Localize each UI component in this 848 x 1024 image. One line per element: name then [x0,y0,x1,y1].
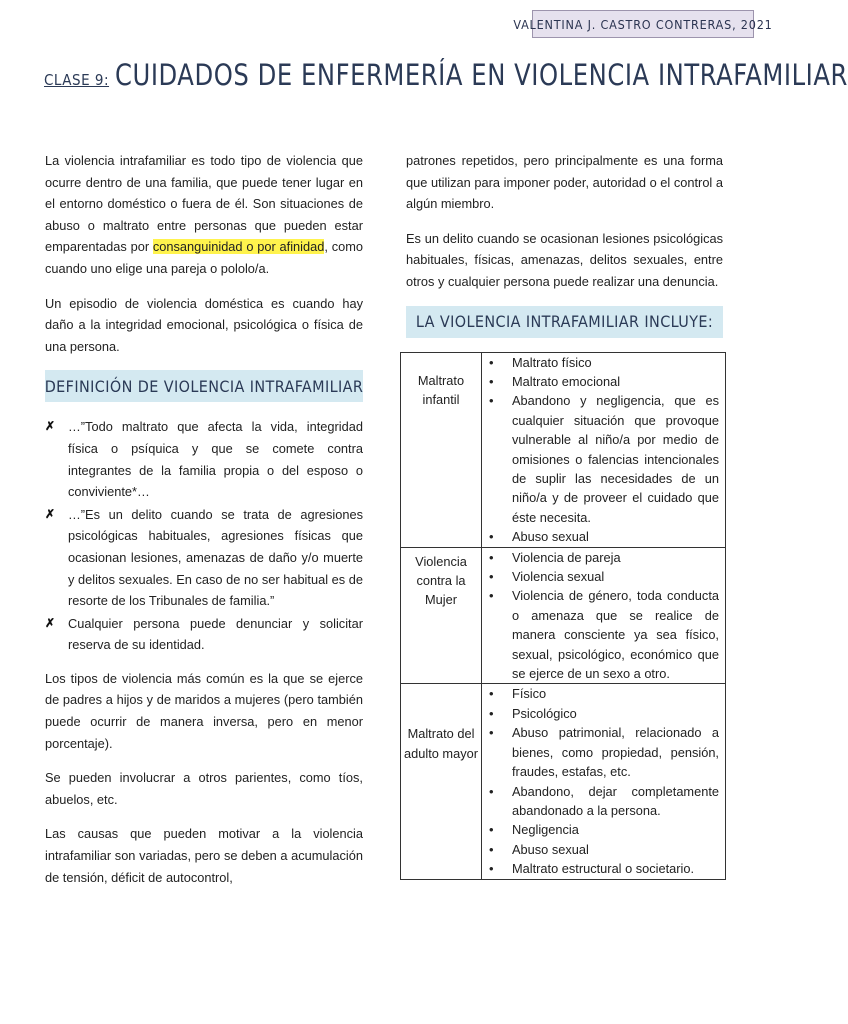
list-item: • Violencia sexual [486,567,719,586]
violence-types-table [400,352,726,880]
right-column [406,150,723,880]
items-cell [482,684,726,879]
definition-item [45,416,363,502]
crime-paragraph: Es un delito cuando se ocasionan lesiones psicológicas habituales, físicas, amenazas, delitos sexuales, entre otros y cualquier persona puede realizar una denuncia. [406,230,723,289]
causes-continued-paragraph: patrones repetidos, pero principalmente es una forma que utilizan para imponer poder, autoridad o el control a algún miembro. [406,153,723,212]
intro-paragraph [45,150,363,280]
list-item: • Abandono, dejar completamente abandonado a la persona. [486,782,719,821]
list-item: • Abuso patrimonial, relacionado a bienes, como propiedad, pensión, fraudes, estafas, etc. [486,723,719,781]
table-row [401,547,726,684]
page-title: CUIDADOS DE ENFERMERÍA EN VIOLENCIA INTRAFAMILIAR [115,58,848,92]
title-row [44,58,848,106]
table-row [401,352,726,547]
table-row [401,684,726,879]
list-item: • Negligencia [486,820,719,839]
list-item: • Maltrato físico [486,353,719,372]
list-item: • Maltrato emocional [486,372,719,391]
category-cell: Maltrato infantil [401,352,482,547]
intro-text-after: , como cuando uno elige una pareja o pololo/a. [45,239,363,276]
category-cell: Maltrato del adulto mayor [401,684,482,879]
list-item: • Maltrato estructural o societario. [486,859,719,878]
left-column [45,150,363,901]
definition-text: …”Es un delito cuando se trata de agresiones psicológicas habituales, agresiones físicas que ocasionan lesiones, amenazas de daño y/o muerte y delitos sexuales. En caso de no ser habitual es de resorte de los Tribunales de familia.” [68,506,363,609]
class-label: CLASE 9: [44,71,110,89]
list-item: • Violencia de pareja [486,548,719,567]
list-item: • Psicológico [486,704,719,723]
includes-heading: LA VIOLENCIA INTRAFAMILIAR INCLUYE: [406,306,723,338]
list-item: • Violencia de género, toda conducta o amenaza que se realice de manera consciente ya sea físico, sexual, psicológico, económico que se ejerce de un sexo a otro. [486,586,719,683]
items-cell [482,547,726,684]
x-mark-icon: ✗ [45,506,56,521]
list-item: • Abandono y negligencia, que es cualquier situación que provoque vulnerable al niño/a por medio de omisiones o falencias intencionales de suplir las necesidades de un niño/a y de proveer el cuidado que éste necesita. [486,391,719,527]
highlighted-text: consanguinidad o por afinidad [152,239,325,255]
definition-heading: DEFINICIÓN DE VIOLENCIA INTRAFAMILIAR [45,370,363,402]
category-cell: Violencia contra la Mujer [401,547,482,684]
definition-item [45,613,363,656]
types-paragraph: Los tipos de violencia más común es la que se ejerce de padres a hijos y de maridos a mujeres (pero también puede ocurrir de manera inversa, pero en menor porcentaje). [45,670,363,751]
definition-item [45,504,363,612]
list-item: • Físico [486,684,719,703]
list-item: • Abuso sexual [486,840,719,859]
relatives-paragraph: Se pueden involucrar a otros parientes, como tíos, abuelos, etc. [45,770,363,807]
intro-text-before: La violencia intrafamiliar es todo tipo de violencia que ocurre dentro de una familia, que puede tener lugar en el entorno doméstico o fuera de él. Son situaciones de abuso o maltrato entre personas que pueden estar emparentadas por [45,153,363,255]
definition-text: Cualquier persona puede denunciar y solicitar reserva de su identidad. [68,615,363,653]
episode-paragraph: Un episodio de violencia doméstica es cuando hay daño a la integridad emocional, psicológica o física de una persona. [45,295,363,354]
definition-list [45,416,363,656]
definition-text: …”Todo maltrato que afecta la vida, integridad física o psíquica y que se comete contra integrantes de la familia propia o del esposo o conviviente*… [68,419,363,500]
list-item: • Abuso sexual [486,527,719,546]
author-credit: VALENTINA J. CASTRO CONTRERAS, 2021 [532,10,754,38]
x-mark-icon: ✗ [45,615,56,630]
x-mark-icon: ✗ [45,419,56,434]
causes-paragraph: Las causas que pueden motivar a la violencia intrafamiliar son variadas, pero se deben a acumulación de tensión, déficit de autocontrol, [45,826,363,885]
items-cell [482,352,726,547]
